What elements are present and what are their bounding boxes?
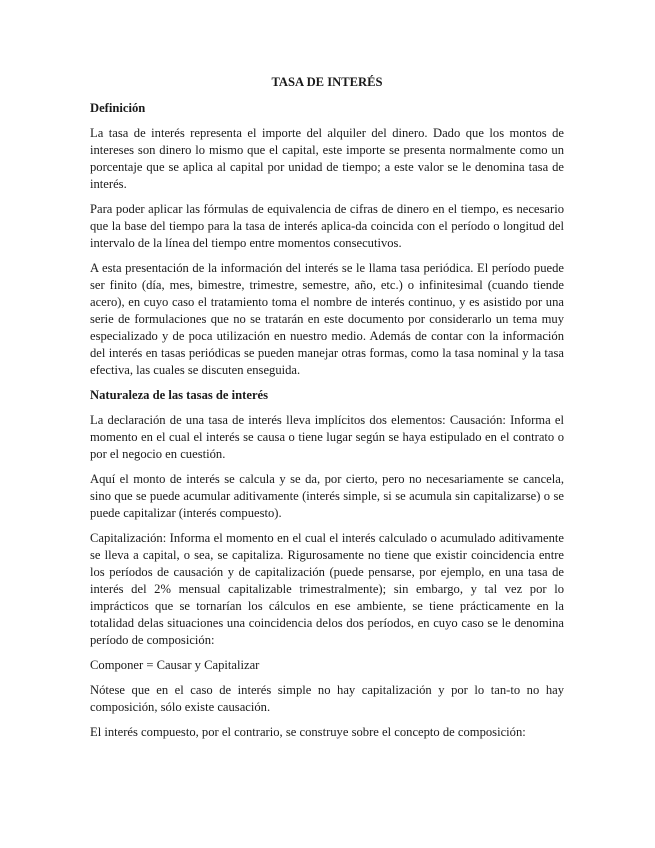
paragraph: La declaración de una tasa de interés lleva implícitos dos elementos: Causación: Informa el momento en el cual el interés se causa o tiene lugar según se haya estipulado en el contrato o por el negocio en cuestión. bbox=[90, 413, 564, 461]
paragraph: Nótese que en el caso de interés simple no hay capitalización y por lo tan-to no hay composición, sólo existe causación. bbox=[90, 683, 564, 714]
paragraph: El interés compuesto, por el contrario, se construye sobre el concepto de composición: bbox=[90, 725, 526, 739]
section-heading-definicion: Definición bbox=[90, 101, 146, 115]
section-heading-naturaleza: Naturaleza de las tasas de interés bbox=[90, 388, 269, 402]
paragraph: Para poder aplicar las fórmulas de equivalencia de cifras de dinero en el tiempo, es necesario que la base del tiempo para la tasa de interés aplica-da coincida con el período o longitud del intervalo de la línea del tiempo entre momentos consecutivos. bbox=[90, 202, 564, 250]
document-page bbox=[90, 74, 564, 749]
paragraph: A esta presentación de la información del interés se le llama tasa periódica. El período puede ser finito (día, mes, bimestre, trimestre, semestre, año, etc.) o infinitesimal (cuando tiende acero), en cuyo caso el tratamiento toma el nombre de interés continuo, y es asistido por una serie de formulaciones que no se tratarán en este documento por considerarlo un tema muy especializado y de poca utilización en nuestro medio. Además de contar con la información del interés en tasas periódicas se pueden manejar otras formas, como la tasa nominal y la tasa efectiva, las cuales se discuten enseguida. bbox=[90, 261, 564, 377]
paragraph: Aquí el monto de interés se calcula y se da, por cierto, pero no necesariamente se cancela, sino que se puede acumular aditivamente (interés simple, si se acumula sin capitalizarse) o se puede capitalizar (interés compuesto). bbox=[90, 472, 564, 520]
paragraph: Capitalización: Informa el momento en el cual el interés calculado o acumulado aditivamente se lleva a capital, o sea, se capitaliza. Rigurosamente no tiene que existir coincidencia entre los períodos de causación y de capitalización (puede pensarse, por ejemplo, en una tasa de interés del 2% mensual capitalizable trimestralmente); sin embargo, y tal vez por lo imprácticos que se tornarían los cálculos en ese ambiente, se tiene prácticamente en la totalidad delas situaciones una coincidencia delos dos períodos, en cuyo caso se le denomina período de composición: bbox=[90, 531, 564, 647]
page-title: TASA DE INTERÉS bbox=[271, 75, 383, 89]
paragraph: La tasa de interés representa el importe del alquiler del dinero. Dado que los montos de intereses son dinero lo mismo que el capital, este importe se presenta normalmente como un porcentaje que se aplica al capital por unidad de tiempo; a este valor se le denomina tasa de interés. bbox=[90, 126, 564, 191]
formula-line: Componer = Causar y Capitalizar bbox=[90, 658, 260, 672]
